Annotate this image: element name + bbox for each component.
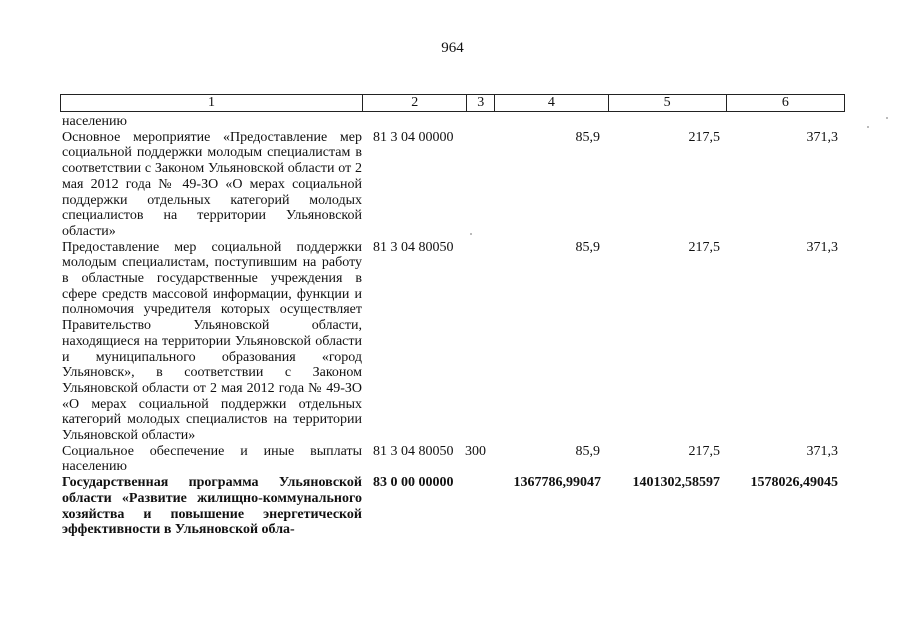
row-value-3: 371,3	[806, 239, 838, 255]
row-value-3: 1578026,49045	[750, 475, 838, 491]
row-description: Государственная программа Ульяновской области «Развитие жилищно-коммунального хозяйства и повышение энергетической эффективности в Ульяновской обла-	[62, 475, 362, 538]
row-value-1: 85,9	[575, 239, 600, 255]
header-col-2: 2	[363, 95, 467, 111]
row-description: Основное мероприятие «Предоставление мер социальной поддержки молодым специалистам в соответствии с Законом Ульяновской области от 2 мая 2012 года № 49-ЗО «О мерах социальной поддержки отдельных категорий молодых специалистов на территории Ульяновской области»	[62, 129, 362, 239]
table-body	[62, 114, 847, 538]
row-value-2: 217,5	[688, 443, 720, 459]
row-value-2: 217,5	[688, 239, 720, 255]
table-row	[62, 444, 847, 475]
header-col-6: 6	[781, 95, 789, 110]
row-description: Предоставление мер социальной поддержки молодым специалистам, поступившим на работу в областные государственные учреждения в сфере средств массовой информации, функции и полномочия учредителя которых осуществляет Правительство Ульяновской области, находящиеся на территории Ульяновской области и муниципального образования «город Ульяновск», в соответствии с Законом Ульяновской области от 2 мая 2012 года № 49-ЗО «О мерах социальной поддержки отдельных категорий молодых специалистов на территории Ульяновской области»	[62, 239, 362, 444]
table-row	[62, 240, 847, 444]
row-value-2: 217,5	[688, 129, 720, 145]
header-col-1: 1	[61, 95, 363, 111]
row-type: 300	[465, 443, 486, 459]
row-code: 83 0 00 00000	[373, 475, 454, 491]
table-row	[62, 130, 847, 240]
page-number: 964	[441, 40, 464, 56]
row-value-1: 1367786,99047	[513, 475, 601, 491]
row-value-1: 85,9	[575, 129, 600, 145]
row-value-1: 85,9	[575, 443, 600, 459]
row-code: 81 3 04 80050	[373, 443, 454, 459]
table-header	[60, 94, 845, 112]
row-description: Социальное обеспечение и иные выплаты населению	[62, 443, 362, 475]
header-col-4: 4	[495, 95, 608, 111]
row-code: 81 3 04 00000	[373, 129, 454, 145]
scan-speck	[867, 126, 869, 128]
row-value-3: 371,3	[806, 129, 838, 145]
table-row	[62, 114, 847, 130]
row-value-3: 371,3	[806, 443, 838, 459]
table-row	[62, 475, 847, 538]
row-description: населению	[62, 114, 127, 129]
header-col-3: 3	[467, 95, 495, 111]
scan-speck	[470, 233, 472, 235]
header-col-5: 5	[609, 95, 727, 111]
row-value-2: 1401302,58597	[632, 475, 720, 491]
scan-speck	[886, 117, 888, 119]
row-code: 81 3 04 80050	[373, 239, 454, 255]
